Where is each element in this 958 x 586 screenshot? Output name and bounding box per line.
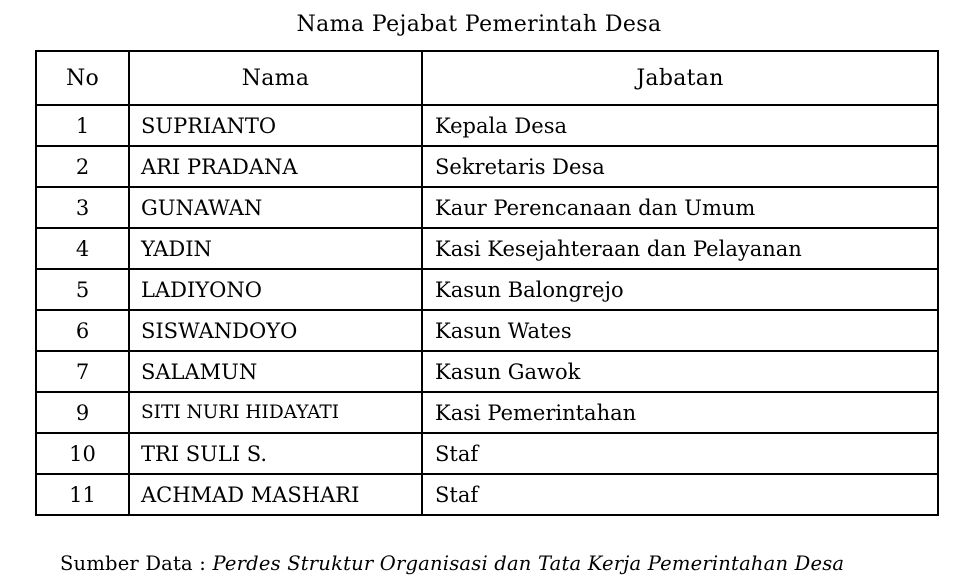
table-row [36,433,938,474]
table-row [36,187,938,228]
header-no: No [36,51,129,105]
header-jabatan: Jabatan [422,51,938,105]
cell-no: 9 [36,392,129,433]
header-nama: Nama [129,51,422,105]
source-text: Perdes Struktur Organisasi dan Tata Kerja Pemerintahan Desa [212,552,845,575]
source-note [60,552,958,575]
cell-jabatan: Staf [422,474,938,515]
cell-nama: ARI PRADANA [129,146,422,187]
cell-no: 7 [36,351,129,392]
cell-nama: LADIYONO [129,269,422,310]
cell-jabatan: Kasun Gawok [422,351,938,392]
cell-jabatan: Kepala Desa [422,105,938,146]
cell-nama: ACHMAD MASHARI [129,474,422,515]
table-row [36,228,938,269]
officials-table [35,50,939,516]
cell-no: 6 [36,310,129,351]
source-label: Sumber Data : [60,552,213,575]
cell-nama: GUNAWAN [129,187,422,228]
cell-nama: SUPRIANTO [129,105,422,146]
cell-no: 1 [36,105,129,146]
cell-jabatan: Kasun Balongrejo [422,269,938,310]
cell-jabatan: Sekretaris Desa [422,146,938,187]
cell-nama: SALAMUN [129,351,422,392]
table-row [36,269,938,310]
cell-no: 3 [36,187,129,228]
cell-no: 11 [36,474,129,515]
table-row [36,474,938,515]
table-row [36,310,938,351]
cell-jabatan: Staf [422,433,938,474]
table-row [36,351,938,392]
table-row [36,105,938,146]
cell-nama: SITI NURI HIDAYATI [129,392,422,433]
cell-no: 5 [36,269,129,310]
page-title: Nama Pejabat Pemerintah Desa [296,12,662,37]
cell-jabatan: Kasi Kesejahteraan dan Pelayanan [422,228,938,269]
table-row [36,392,938,433]
cell-no: 2 [36,146,129,187]
cell-jabatan: Kasi Pemerintahan [422,392,938,433]
cell-jabatan: Kaur Perencanaan dan Umum [422,187,938,228]
cell-no: 10 [36,433,129,474]
cell-nama: TRI SULI S. [129,433,422,474]
table-header-row [36,51,938,105]
cell-no: 4 [36,228,129,269]
cell-jabatan: Kasun Wates [422,310,938,351]
table-row [36,146,938,187]
cell-nama: SISWANDOYO [129,310,422,351]
cell-nama: YADIN [129,228,422,269]
